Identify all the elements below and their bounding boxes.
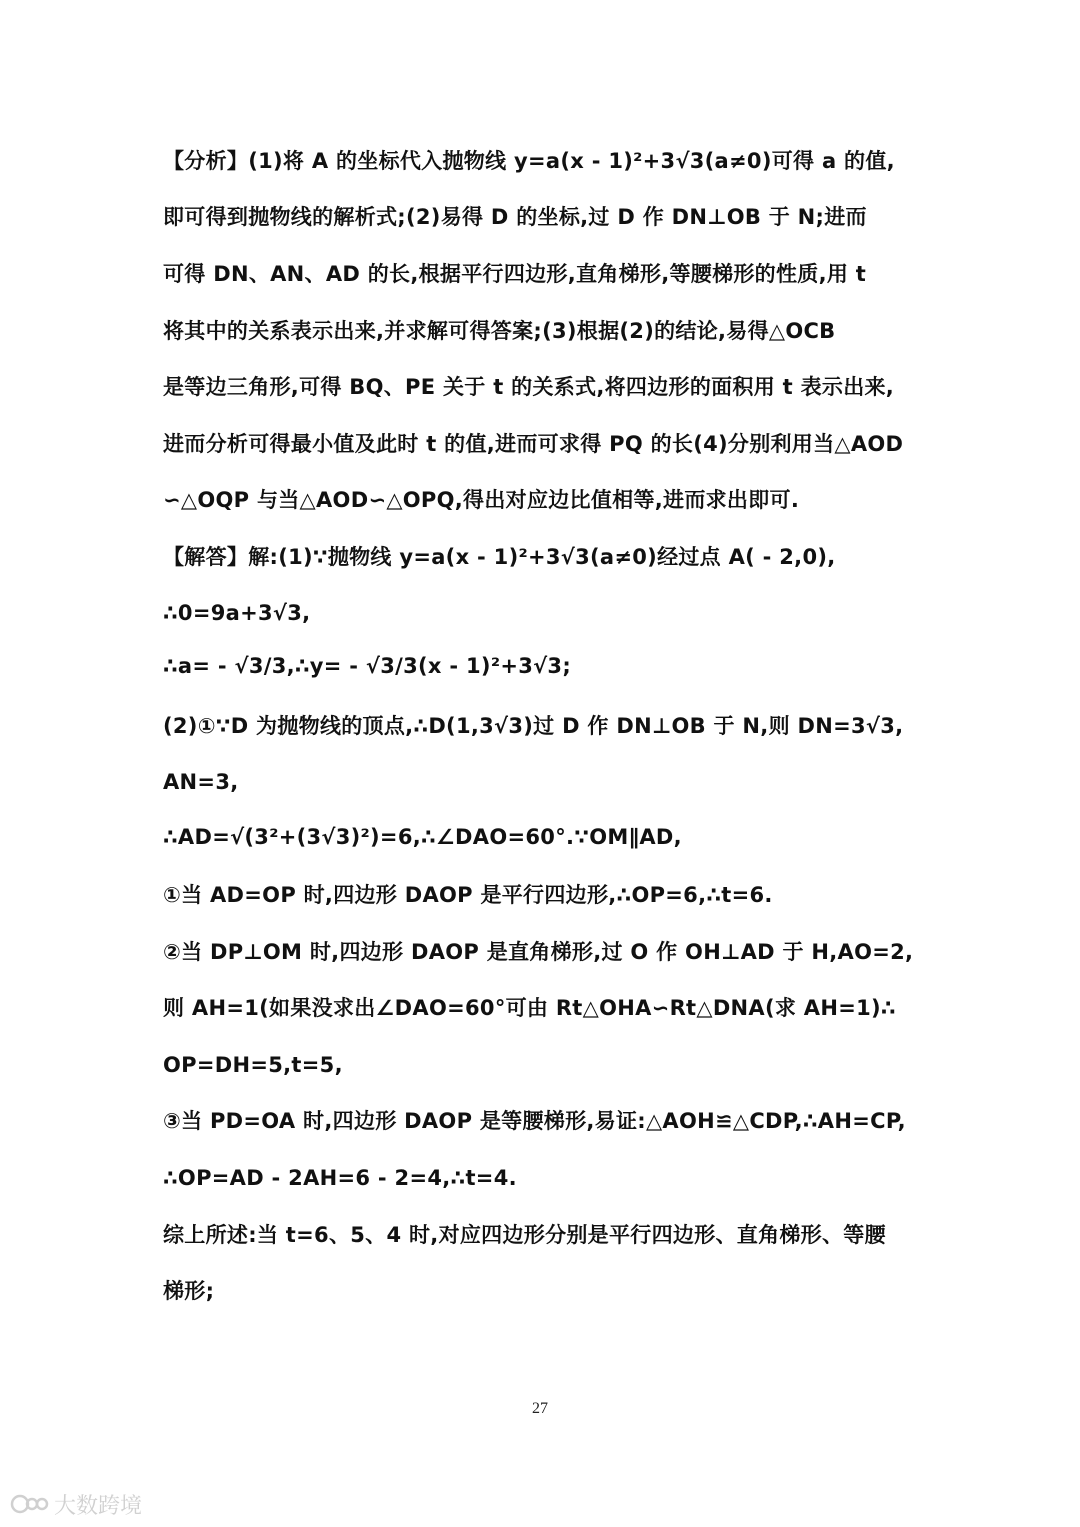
text-line: 则 AH=1(如果没求出∠DAO=60°可由 Rt△OHA∽Rt△DNA(求 AH=1)∴ <box>163 996 896 1020</box>
text-line: 可得 DN、AN、AD 的长,根据平行四边形,直角梯形,等腰梯形的性质,用 t <box>163 262 867 286</box>
watermark <box>10 1490 142 1518</box>
text-line: (2)①∵D 为抛物线的顶点,∴D(1,3√3)过 D 作 DN⊥OB 于 N,则 DN=3√3, <box>163 714 904 738</box>
text-line: OP=DH=5,t=5, <box>163 1053 343 1077</box>
text-line: ②当 DP⊥OM 时,四边形 DAOP 是直角梯形,过 O 作 OH⊥AD 于 H,AO=2, <box>163 940 914 964</box>
text-line: 是等边三角形,可得 BQ、PE 关于 t 的关系式,将四边形的面积用 t 表示出来, <box>163 375 895 399</box>
text-line: ①当 AD=OP 时,四边形 DAOP 是平行四边形,∴OP=6,∴t=6. <box>163 883 773 907</box>
text-line: 进而分析可得最小值及此时 t 的值,进而可求得 PQ 的长(4)分别利用当△AOD <box>163 432 904 456</box>
text-line: AN=3, <box>163 770 239 794</box>
watermark-text: 大数跨境 <box>54 1493 143 1519</box>
watermark-logo-icon <box>10 1491 50 1517</box>
formula-line: ∴AD=√(3²+(3√3)²)=6,∴∠DAO=60°.∵OM∥AD, <box>163 825 682 849</box>
text-line: 将其中的关系表示出来,并求解可得答案;(3)根据(2)的结论,易得△OCB <box>163 319 836 343</box>
text-line: ∴OP=AD - 2AH=6 - 2=4,∴t=4. <box>163 1166 517 1190</box>
text-line: ③当 PD=OA 时,四边形 DAOP 是等腰梯形,易证:△AOH≌△CDP,∴AH=CP, <box>163 1109 906 1133</box>
text-line: 即可得到抛物线的解析式;(2)易得 D 的坐标,过 D 作 DN⊥OB 于 N;进而 <box>163 205 867 229</box>
text-line: ∴0=9a+3√3, <box>163 601 311 625</box>
text-line: 综上所述:当 t=6、5、4 时,对应四边形分别是平行四边形、直角梯形、等腰 <box>163 1223 886 1247</box>
text-line: 梯形; <box>163 1279 215 1303</box>
page-number: 27 <box>532 1400 548 1417</box>
text-line: 【解答】解:(1)∵抛物线 y=a(x - 1)²+3√3(a≠0)经过点 A( - 2,0), <box>163 545 836 569</box>
text-line: 【分析】(1)将 A 的坐标代入抛物线 y=a(x - 1)²+3√3(a≠0)可得 a 的值, <box>163 149 895 173</box>
formula-line: ∴a= - √3/3,∴y= - √3/3(x - 1)²+3√3; <box>163 654 572 678</box>
text-line: ∽△OQP 与当△AOD∽△OPQ,得出对应边比值相等,进而求出即可. <box>163 488 800 512</box>
